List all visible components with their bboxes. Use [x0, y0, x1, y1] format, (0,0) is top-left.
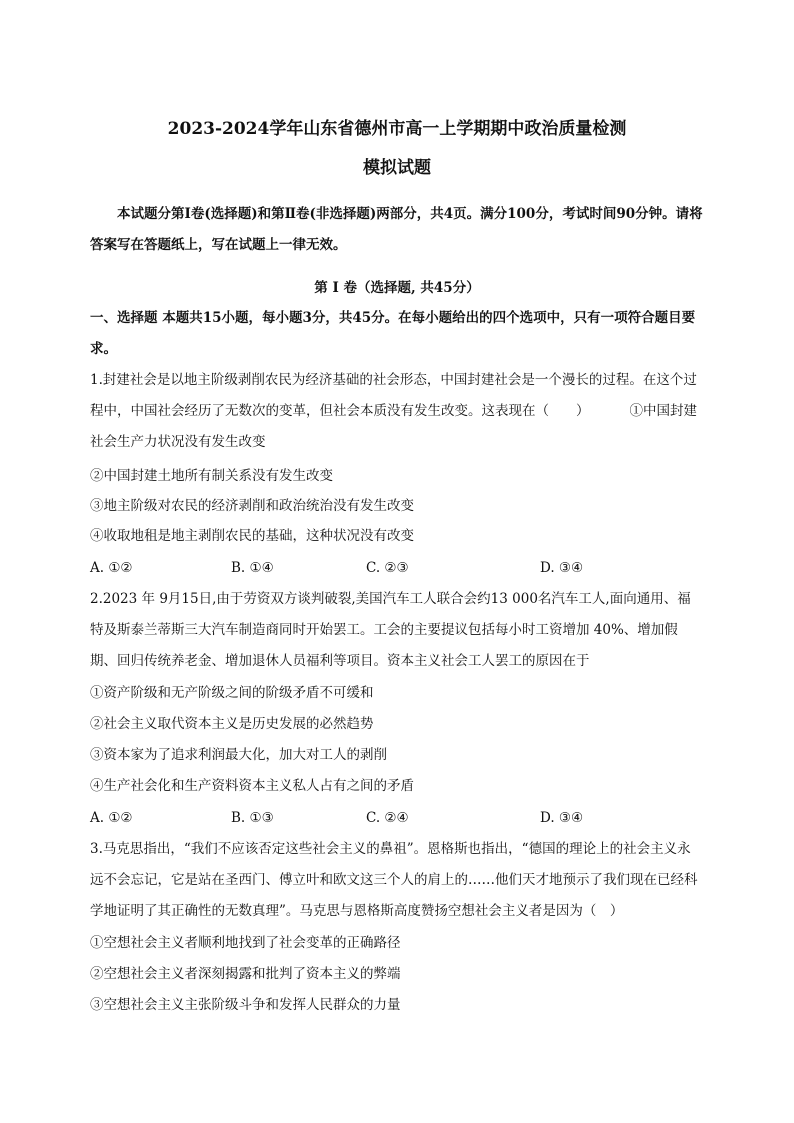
question-1-options	[90, 553, 704, 584]
question-2-options	[90, 803, 704, 834]
question-2-statement-4: ④生产社会化和生产资料资本主义私人占有之间的矛盾	[90, 778, 414, 794]
question-1-statement-2: ②中国封建土地所有制关系没有发生改变	[90, 468, 333, 484]
question-2-option-d[interactable]: D. ③④	[540, 810, 584, 826]
question-2-statement-3: ③资本家为了追求利润最大化，加大对工人的剥削	[90, 747, 387, 763]
exam-instructions: 本试题分第Ⅰ卷(选择题)和第Ⅱ卷(非选择题)两部分，共4页。满分100分，考试时间90分钟。请将答案写在答题纸上，写在试题上一律无效。	[90, 206, 703, 253]
question-1-statement-4: ④收取地租是地主剥削农民的基础，这种状况没有改变	[90, 528, 414, 544]
question-1-option-c[interactable]: C. ②③	[366, 560, 409, 576]
question-3-stem: 3.马克思指出，“我们不应该否定这些社会主义的鼻祖”。恩格斯也指出，“德国的理论上的社会主义永远不会忘记，它是站在圣西门、傅立叶和欧文这三个人的肩上的……他们天才地预示了我们现在已经科学地证明了其正确性的无数真理”。马克思与恩格斯高度赞扬空想社会主义者是因为（ ）	[90, 841, 698, 919]
question-1-statement-3: ③地主阶级对农民的经济剥削和政治统治没有发生改变	[90, 498, 414, 514]
question-1-statement-1: ①中国封建社会生产力状况没有发生改变	[90, 403, 697, 450]
question-3-statement-3: ③空想社会主义主张阶级斗争和发挥人民群众的力量	[90, 997, 401, 1013]
part-heading: 一、选择题 本题共15小题，每小题3分，共45分。在每小题给出的四个选项中，只有一项符合题目要求。	[90, 310, 696, 357]
question-3-statement-2: ②空想社会主义者深刻揭露和批判了资本主义的弊端	[90, 966, 401, 982]
question-1-option-a[interactable]: A. ①②	[90, 560, 133, 576]
exam-title: 2023-2024学年山东省德州市高一上学期期中政治质量检测	[167, 119, 627, 139]
section-heading: 第 Ⅰ 卷（选择题, 共45分）	[314, 280, 480, 296]
question-2-option-a[interactable]: A. ①②	[90, 810, 133, 826]
question-3-statement-1: ①空想社会主义者顺利地找到了社会变革的正确路径	[90, 935, 401, 951]
question-1-option-d[interactable]: D. ③④	[540, 560, 584, 576]
question-2-option-b[interactable]: B. ①③	[231, 810, 274, 826]
question-2-option-c[interactable]: C. ②④	[366, 810, 409, 826]
question-2-stem: 2.2023 年 9月15日,由于劳资双方谈判破裂,美国汽车工人联合会约13 000名汽车工人,面向通用、福特及斯泰兰蒂斯三大汽车制造商同时开始罢工。工会的主要提议包括每小时工资增加 40%、增加假期、回归传统养老金、增加退休人员福利等项目。资本主义社会工人罢工的原因在于	[90, 591, 691, 669]
question-2-statement-2: ②社会主义取代资本主义是历史发展的必然趋势	[90, 716, 374, 732]
exam-subtitle: 模拟试题	[363, 158, 431, 178]
question-1-stem: 1.封建社会是以地主阶级剥削农民为经济基础的社会形态，中国封建社会是一个漫长的过程。在这个过程中，中国社会经历了无数次的变革，但社会本质没有发生改变。这表现在（ ） ①中国封建社会生产力状况没有发生改变	[90, 372, 697, 450]
question-1-option-b[interactable]: B. ①④	[231, 560, 274, 576]
question-2-statement-1: ①资产阶级和无产阶级之间的阶级矛盾不可缓和	[90, 685, 374, 701]
